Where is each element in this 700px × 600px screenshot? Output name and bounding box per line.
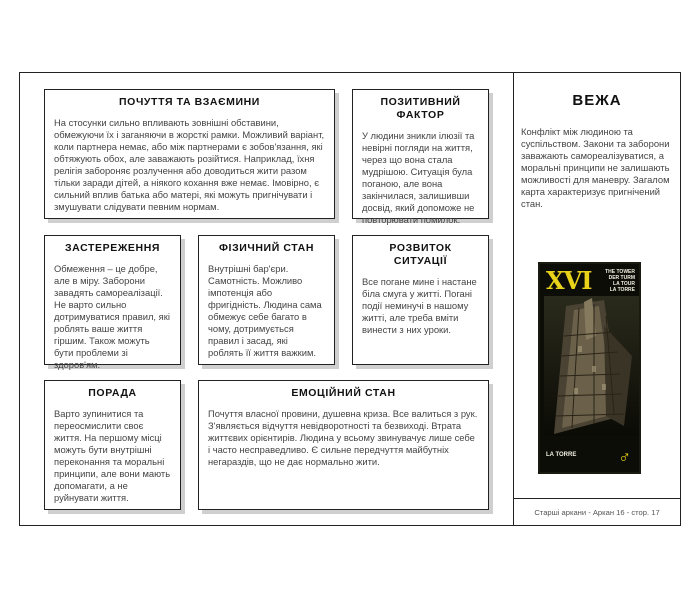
tarot-numeral: XVI <box>546 266 592 295</box>
card-text: У людини зникли ілюзії та невірні погляди на життя, через що вона стала мудрішою. Ситуація була поганою, але вона закінчилася, залишивши досвід, який допоможе не повторювати помилок. <box>362 130 475 225</box>
card-title: ЗАСТЕРЕЖЕННЯ <box>64 242 161 254</box>
card-title: РОЗВИТОК СИТУАЦІЇ <box>389 242 452 267</box>
card-positive <box>352 89 489 225</box>
card-text: Обмеження – це добре, але в міру. Заборони завадять самореалізації. Не варто сильно дотримуватися правил, які роблять ваше життя гіршим. Також можуть бути проблеми зі здоров'ям. <box>54 263 170 370</box>
card-warning <box>44 235 181 370</box>
card-development <box>352 235 489 365</box>
card-text: Варто зупинитися та переосмислити своє життя. На першому місці можуть бути внутрішні переконання та моральні принципи, але вони мають допомагати, а не руйнувати життя. <box>54 408 171 503</box>
sidebar-divider <box>513 72 514 526</box>
footer-divider <box>513 498 681 499</box>
card-text: Все погане мине і настане біла смуга у житті. Погані події неминучі в нашому житті, але треба вміти винести з них уроки. <box>362 276 477 335</box>
card-text: Внутрішні бар'єри. Самотність. Можливо імпотенція або фригідність. Людина сама обмежує себе багато в чому, дотримується правил і засад, які роблять її життя важким. <box>208 263 322 358</box>
card-emotional <box>198 380 489 510</box>
card-title: ПОРАДА <box>88 387 137 399</box>
tarot-names <box>605 269 635 293</box>
sidebar-description: Конфлікт між людиною та суспільством. Закони та заборони заважають самореалізуватися, а моральні принципи не залишають можливості для маневру. Загалом карта характеризує пригнічений стан. <box>521 126 670 209</box>
card-advice <box>44 380 181 510</box>
card-title: ПОЗИТИВНИЙ ФАКТОР <box>380 96 461 121</box>
card-title: ПОЧУТТЯ ТА ВЗАЄМИНИ <box>119 96 260 108</box>
tarot-name: DER TURM <box>608 275 635 281</box>
page-footer: Старші аркани - Аркан 16 - стор. 17 <box>534 508 660 517</box>
card-relationships <box>44 89 335 219</box>
tarot-name: LA TOUR <box>613 281 635 287</box>
sidebar-title: ВЕЖА <box>572 92 622 109</box>
card-title: ЕМОЦІЙНИЙ СТАН <box>291 387 396 399</box>
tower-illustration <box>544 296 639 436</box>
card-physical <box>198 235 335 365</box>
card-text: На стосунки сильно впливають зовнішні обставини, обмежуючи їх і заганяючи в жорсткі рамки. Можливий варіант, коли партнера немає, або між партнерами є зобов'язання, які обтяжують обох, але заважають розійтися. Наприклад, їхня релігія забороняє розлучення або доводиться жити разом тільки заради дітей, а ніякого кохання вже немає. Імовірно, є сильний вплив батька або матері, які можуть пригнічувати і змушувати слідувати певним нормам. <box>54 117 325 212</box>
tarot-bottom-label: LA TORRE <box>546 452 577 458</box>
tarot-name: THE TOWER <box>605 269 635 275</box>
mars-icon: ♂ <box>618 448 631 467</box>
tarot-card-image <box>538 262 641 474</box>
card-text: Почуття власної провини, душевна криза. Все валиться з рук. З'являється відчуття невідворотності та безвиході. Втрата життєвих орієнтирів. Людина у всьому звинувачує лише себе і часто несправедливо. Є сильне передчуття майбутніх негараздів, що не дає нормально жити. <box>208 408 478 467</box>
card-title: ФІЗИЧНИЙ СТАН <box>218 242 314 254</box>
tarot-name: LA TORRE <box>609 287 635 293</box>
